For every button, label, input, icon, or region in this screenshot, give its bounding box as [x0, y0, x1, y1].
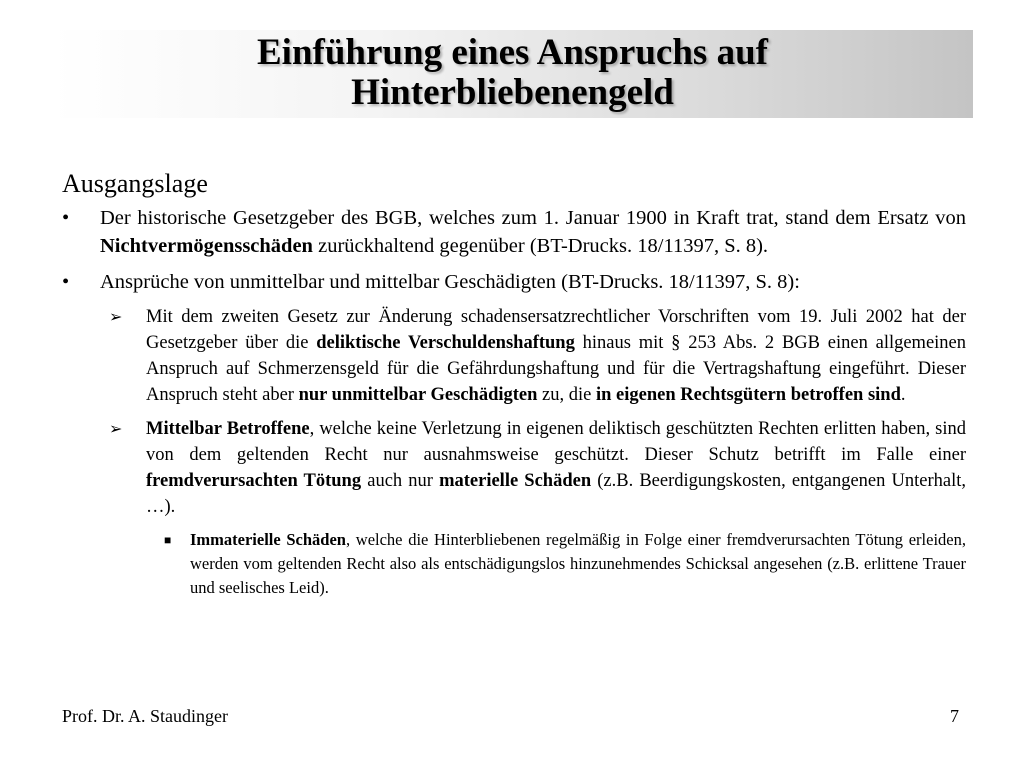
sub-1-bold-b: nur unmittelbar Geschädigten [298, 385, 538, 405]
bullet-item-1 [62, 204, 966, 260]
sub-1-bold-c: in eigenen Rechtsgütern betroffen sind [595, 385, 901, 405]
bullet-dot-icon: • [62, 207, 70, 229]
slide-title-line-2: Hinterbliebenengeld [351, 72, 674, 113]
bullet-1-text-b: zurückhaltend gegenüber (BT-Drucks. 18/11397, S. 8). [312, 235, 769, 257]
bullet-2-text: Ansprüche von unmittelbar und mittelbar Geschädigten (BT-Drucks. 18/11397, S. 8): [100, 271, 800, 293]
sub-bullet-item-1 [62, 304, 966, 408]
sub-1-text-c: zu, die [537, 385, 596, 405]
arrow-bullet-icon: ➢ [109, 419, 123, 438]
sub-1-bold-a: deliktische Verschuldenshaftung [316, 333, 575, 353]
sub-2-bold-a: Mittelbar Betroffene [146, 419, 310, 439]
sub-2-text-a: , welche keine Verletzung in eigenen deliktisch geschützten Rechten erlitten haben, sind von dem geltenden Recht nur ausnahmsweise geschützt. Dieser Schutz betrifft im Falle einer [146, 419, 966, 465]
footer-author: Prof. Dr. A. Staudinger [62, 706, 228, 726]
bullet-1-text-a: Der historische Gesetzgeber des BGB, welches zum 1. Januar 1900 in Kraft trat, stand dem Ersatz von [100, 207, 966, 229]
subsub-1-text-a: , welche die Hinterbliebenen regelmäßig in Folge einer fremdverursachten Tötung erleiden, werden vom geltenden Recht also als entschädigungslos hinzunehmendes Schicksal angesehen (z.B. erlittene Trauer und seelisches Leid). [190, 530, 966, 597]
sub-bullet-item-2 [62, 416, 966, 520]
sub-sub-bullet-item-1 [62, 528, 966, 600]
sub-1-text-d: . [900, 385, 906, 405]
title-banner [52, 30, 973, 118]
slide-title-line-1: Einführung eines Anspruchs auf [257, 32, 768, 73]
bullet-item-2 [62, 268, 966, 296]
slide-content [62, 168, 966, 606]
square-bullet-icon: ■ [164, 533, 172, 547]
sub-1-text-a: Mit dem zweiten Gesetz zur Änderung schadensersatzrechtlicher Vorschriften vom 19. Juli 2002 hat der Gesetzgeber über die [146, 307, 966, 353]
section-heading: Ausgangslage [62, 169, 208, 198]
subsub-1-bold-a: Immaterielle Schäden [190, 530, 346, 549]
page-number: 7 [950, 706, 959, 726]
arrow-bullet-icon: ➢ [109, 307, 123, 326]
sub-2-text-c: (z.B. Beerdigungskosten, entgangenen Unterhalt, …). [146, 471, 966, 517]
sub-2-bold-c: materielle Schäden [439, 471, 592, 491]
bullet-1-bold-a: Nichtvermögensschäden [100, 235, 313, 257]
sub-2-text-b: auch nur [361, 471, 440, 491]
sub-2-bold-b: fremdverursachten Tötung [146, 471, 362, 491]
bullet-dot-icon: • [62, 271, 70, 293]
sub-1-text-b: hinaus mit § 253 Abs. 2 BGB einen allgemeinen Anspruch auf Schmerzensgeld für die Gefährdungshaftung und für die Vertragshaftung eingeführt. Dieser Anspruch steht aber [146, 333, 967, 405]
